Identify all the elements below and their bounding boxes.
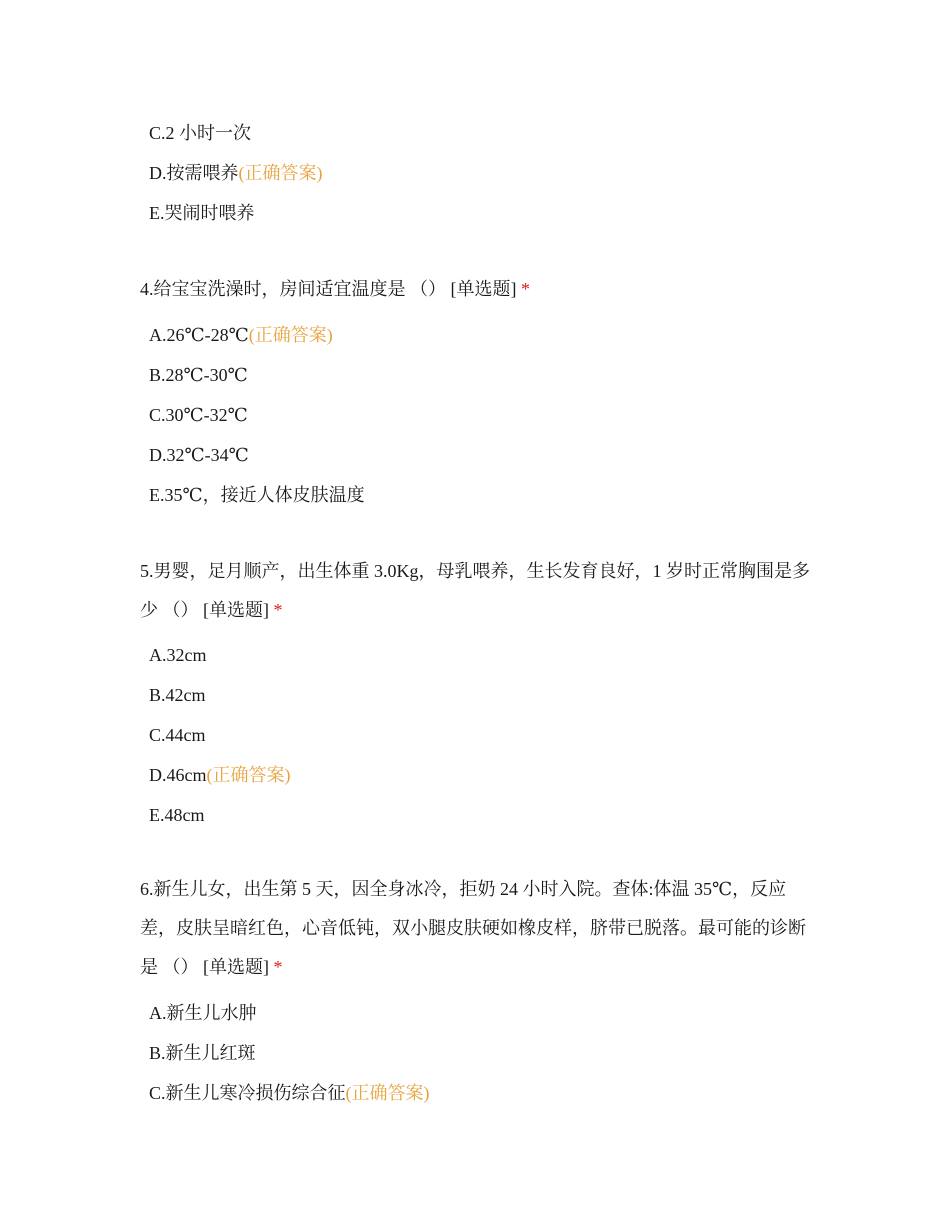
- option-text: E.48cm: [149, 805, 205, 825]
- option-text: D.32℃-34℃: [149, 445, 249, 465]
- q4-option-c: [149, 403, 248, 427]
- option-text: A.32cm: [149, 645, 207, 665]
- q4-option-a: [149, 323, 333, 347]
- q3-option-d: [149, 161, 323, 185]
- question-type: [单选题]: [450, 279, 517, 299]
- correct-answer-tag: (正确答案): [206, 765, 291, 785]
- option-text: C.新生儿寒冷损伤综合征: [149, 1083, 346, 1103]
- option-text: E.35℃，接近人体皮肤温度: [149, 485, 365, 505]
- option-text: C.44cm: [149, 725, 206, 745]
- q4-option-d: [149, 443, 249, 467]
- option-text: B.新生儿红斑: [149, 1043, 256, 1063]
- correct-answer-tag: (正确答案): [238, 163, 323, 183]
- q3-option-c: [149, 121, 251, 145]
- required-mark: *: [273, 957, 283, 977]
- q4-option-e: [149, 483, 365, 507]
- question-type: [单选题]: [203, 600, 269, 620]
- question-text: 4.给宝宝洗澡时，房间适宜温度是: [140, 279, 406, 299]
- q5-option-c: [149, 723, 206, 747]
- q6-option-b: [149, 1041, 256, 1065]
- option-text: E.哭闹时喂养: [149, 203, 255, 223]
- option-text: D.按需喂养: [149, 163, 239, 183]
- q3-option-e: [149, 201, 255, 225]
- correct-answer-tag: (正确答案): [248, 325, 333, 345]
- required-mark: *: [273, 600, 283, 620]
- q5-option-b: [149, 683, 206, 707]
- question-6-stem: [140, 870, 820, 987]
- option-text: A.新生儿水肿: [149, 1003, 257, 1023]
- option-text: A.26℃-28℃: [149, 325, 249, 345]
- blank-marker: （）: [410, 279, 446, 299]
- question-5-stem: [140, 552, 820, 630]
- option-text: D.46cm: [149, 765, 207, 785]
- q5-option-e: [149, 803, 205, 827]
- question-text: 6.新生儿女，出生第 5 天，因全身冰冷，拒奶 24 小时入院。查体:体温 35℃，反应差，皮肤呈暗红色，心音低钝，双小腿皮肤硬如橡皮样，脐带已脱落。最可能的诊断是: [140, 879, 806, 977]
- q5-option-a: [149, 643, 207, 667]
- q6-option-a: [149, 1001, 257, 1025]
- required-mark: *: [521, 279, 530, 299]
- question-4-stem: [140, 270, 820, 309]
- blank-marker: （）: [162, 957, 199, 977]
- q5-option-d: [149, 763, 291, 787]
- option-text: B.42cm: [149, 685, 206, 705]
- option-text: C.2 小时一次: [149, 123, 252, 143]
- blank-marker: （）: [162, 600, 199, 620]
- q6-option-c: [149, 1081, 430, 1105]
- option-text: B.28℃-30℃: [149, 365, 248, 385]
- question-text: 5.男婴，足月顺产，出生体重 3.0Kg，母乳喂养，生长发育良好，1 岁时正常胸围是多少: [140, 561, 810, 620]
- correct-answer-tag: (正确答案): [345, 1083, 430, 1103]
- q4-option-b: [149, 363, 248, 387]
- option-text: C.30℃-32℃: [149, 405, 248, 425]
- question-type: [单选题]: [203, 957, 269, 977]
